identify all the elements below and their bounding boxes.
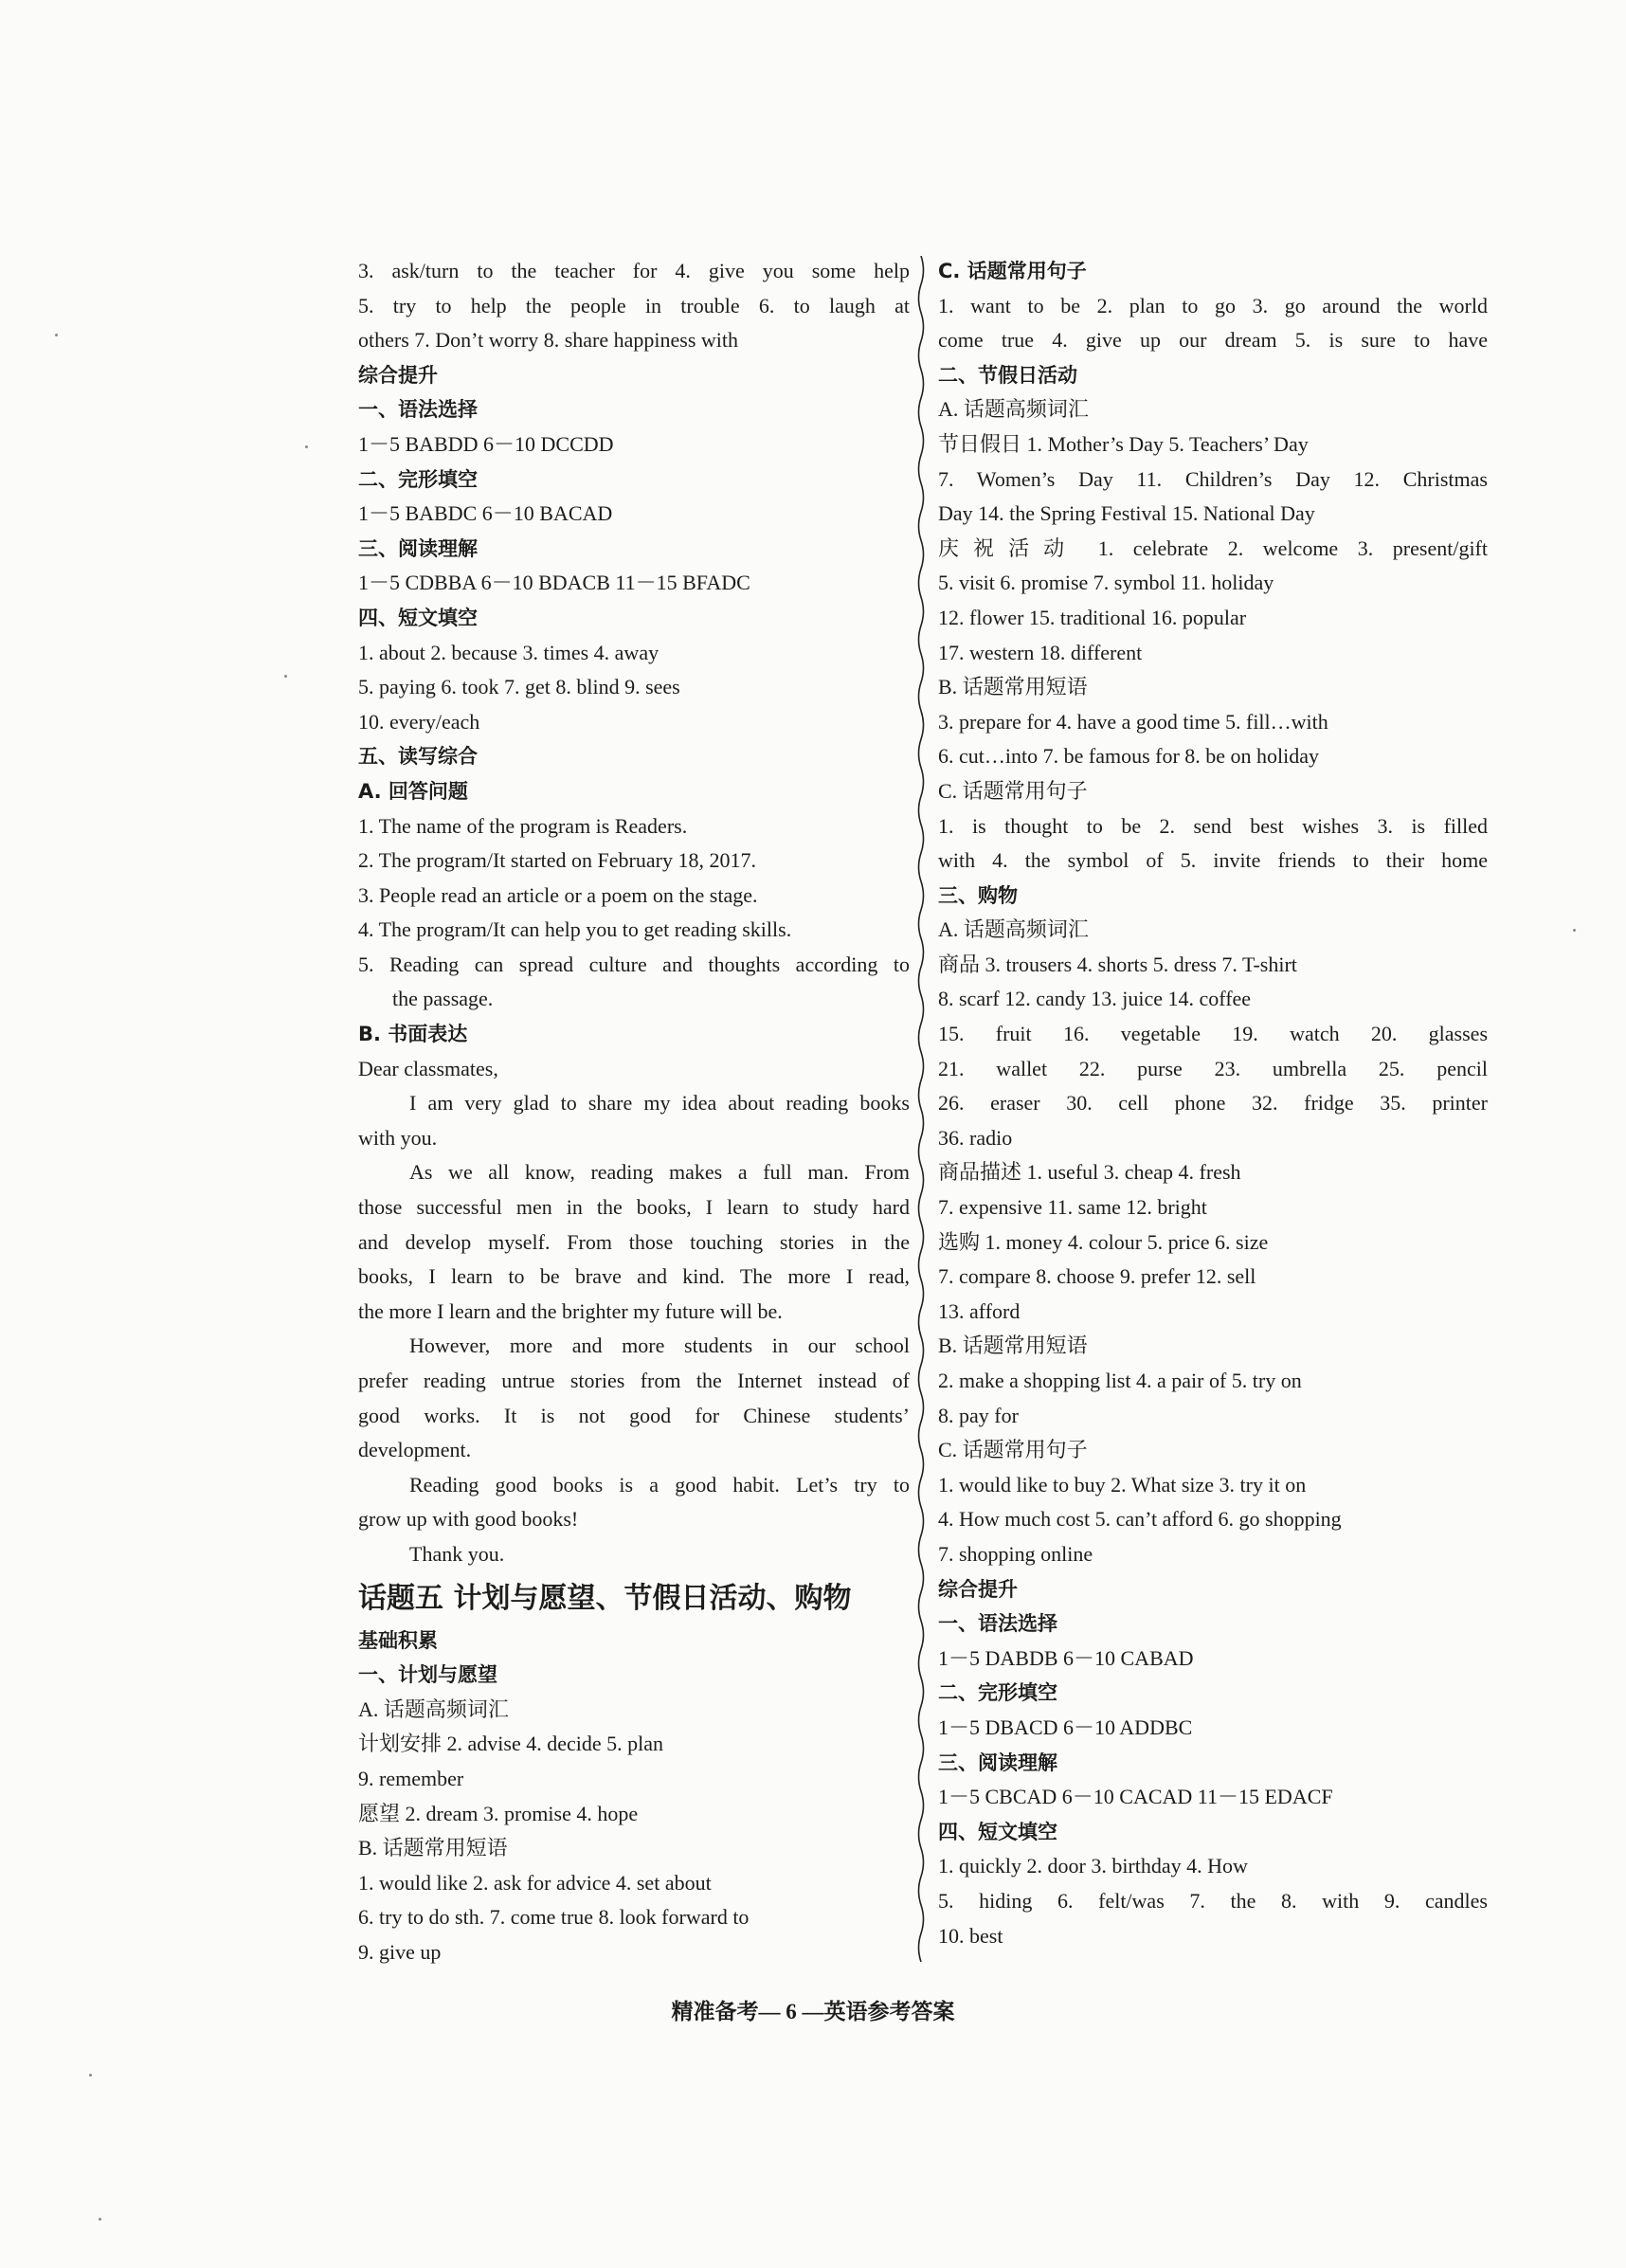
answer-line: 1－5 DBACD 6－10 ADDBC <box>938 1715 1193 1739</box>
section-heading: 基础积累 <box>358 1628 438 1652</box>
column-divider <box>915 256 927 1962</box>
subsection-heading: C. 话题常用句子 <box>938 778 1088 803</box>
letter-line: good works. It is not good for Chinese students’ <box>358 1403 910 1427</box>
scan-speck <box>55 334 58 336</box>
answer-line: 节日假日 1. Mother’s Day 5. Teachers’ Day <box>938 431 1309 456</box>
answer-line: 商品描述 1. useful 3. cheap 4. fresh <box>938 1160 1241 1185</box>
answer-line: 10. every/each <box>358 709 480 734</box>
letter-closing: Thank you. <box>409 1541 505 1566</box>
subsection-heading: C. 话题常用句子 <box>938 1438 1088 1462</box>
answer-line: 17. western 18. different <box>938 640 1143 664</box>
scan-speck <box>1573 929 1576 932</box>
letter-line: prefer reading untrue stories from the Internet instead of <box>358 1369 910 1392</box>
answer-line: 1. The name of the program is Readers. <box>358 813 688 838</box>
answer-line: 3. People read an article or a poem on the stage. <box>358 882 758 907</box>
answer-line: 26. eraser 30. cell phone 32. fridge 35. printer <box>938 1091 1488 1116</box>
section-heading: 四、短文填空 <box>358 606 478 629</box>
letter-greeting: Dear classmates, <box>358 1056 498 1080</box>
answer-line: 36. radio <box>938 1125 1013 1150</box>
answer-line: 5. hiding 6. felt/was 7. the 8. with 9. candles <box>938 1888 1488 1913</box>
answer-line: 1－5 CDBBA 6－10 BDACB 11－15 BFADC <box>358 571 750 595</box>
letter-line: Reading good books is a good habit. Let’s try to <box>409 1472 910 1497</box>
answer-line: 庆祝活动 1. celebrate 2. welcome 3. present/gift <box>938 535 1488 560</box>
left-column <box>358 254 910 1970</box>
subsection-heading: B. 话题常用短语 <box>358 1836 508 1860</box>
subsection-heading: B. 话题常用短语 <box>938 675 1088 699</box>
answer-line: Day 14. the Spring Festival 15. National Day <box>938 501 1315 526</box>
section-heading: 综合提升 <box>358 363 438 387</box>
answer-line: 10. best <box>938 1923 1003 1948</box>
letter-line: development. <box>358 1438 472 1462</box>
answer-line: 5. Reading can spread culture and thoughts according to <box>358 952 910 976</box>
answer-line: 6. cut…into 7. be famous for 8. be on holiday <box>938 744 1320 769</box>
answer-line: 1－5 BABDD 6－10 DCCDD <box>358 431 614 456</box>
letter-line: I am very glad to share my idea about reading books <box>409 1091 910 1116</box>
answer-line: 愿望 2. dream 3. promise 4. hope <box>358 1801 639 1825</box>
answer-line: 1. would like 2. ask for advice 4. set about <box>358 1870 712 1895</box>
answer-line: 6. try to do sth. 7. come true 8. look forward to <box>358 1905 750 1930</box>
scan-speck <box>99 2218 101 2221</box>
answer-line: 8. scarf 12. candy 13. juice 14. coffee <box>938 987 1252 1011</box>
answer-line: with 4. the symbol of 5. invite friends to their home <box>938 848 1488 873</box>
answer-line: 9. remember <box>358 1766 464 1790</box>
section-heading: 三、阅读理解 <box>358 536 478 560</box>
section-heading: 综合提升 <box>938 1577 1018 1601</box>
section-heading: 四、短文填空 <box>938 1820 1057 1843</box>
text-line: others 7. Don’t worry 8. share happiness with <box>358 328 739 353</box>
scan-speck <box>305 445 308 448</box>
right-column <box>938 254 1488 1953</box>
topic-title: 话题五 计划与愿望、节假日活动、购物 <box>358 1581 852 1615</box>
letter-line: those successful men in the books, I learn to study hard <box>358 1195 910 1220</box>
answer-line: 1. about 2. because 3. times 4. away <box>358 640 659 664</box>
letter-line: grow up with good books! <box>358 1507 579 1532</box>
answer-line: 3. prepare for 4. have a good time 5. fill…with <box>938 709 1328 734</box>
subsection-heading: B. 书面表达 <box>358 1023 468 1046</box>
answer-line: 21. wallet 22. purse 23. umbrella 25. pencil <box>938 1056 1488 1080</box>
subsection-heading: A. 话题高频词汇 <box>938 917 1089 942</box>
answer-line: 4. The program/It can help you to get reading skills. <box>358 917 792 942</box>
answer-line: 1－5 BABDC 6－10 BACAD <box>358 501 613 526</box>
section-heading: 三、购物 <box>938 883 1018 907</box>
answer-line: 9. give up <box>358 1939 442 1964</box>
answer-line: come true 4. give up our dream 5. is sure to have <box>938 328 1488 353</box>
subsection-heading: B. 话题常用短语 <box>938 1334 1088 1358</box>
subsection-heading: A. 话题高频词汇 <box>938 397 1089 422</box>
section-heading: 五、读写综合 <box>358 745 478 769</box>
answer-line: 2. make a shopping list 4. a pair of 5. try on <box>938 1369 1302 1392</box>
section-heading: 二、完形填空 <box>358 467 478 491</box>
answer-line: 13. afford <box>938 1298 1021 1323</box>
answer-line: 15. fruit 16. vegetable 19. watch 20. glasses <box>938 1022 1488 1046</box>
page-footer: 精准备考— 6 —英语参考答案 <box>671 2000 955 2023</box>
scan-speck <box>284 675 287 678</box>
section-heading: 一、语法选择 <box>938 1612 1057 1636</box>
text-line: 3. ask/turn to the teacher for 4. give you some help <box>358 259 910 282</box>
answer-line: 4. How much cost 5. can’t afford 6. go shopping <box>938 1507 1342 1532</box>
section-heading: 一、计划与愿望 <box>358 1663 497 1687</box>
letter-line: the more I learn and the brighter my future will be. <box>358 1298 783 1323</box>
section-heading: 二、节假日活动 <box>938 363 1077 387</box>
answer-line: 1. would like to buy 2. What size 3. try it on <box>938 1472 1307 1497</box>
text-line: 5. try to help the people in trouble 6. to laugh at <box>358 293 910 318</box>
letter-line: books, I learn to be brave and kind. The more I read, <box>358 1264 910 1289</box>
answer-line: 选购 1. money 4. colour 5. price 6. size <box>938 1229 1269 1254</box>
section-heading: 二、完形填空 <box>938 1681 1057 1705</box>
subsection-heading: A. 回答问题 <box>358 779 468 803</box>
answer-line: 12. flower 15. traditional 16. popular <box>938 605 1247 629</box>
letter-line: As we all know, reading makes a full man. From <box>409 1160 910 1185</box>
answer-line: 1－5 DABDB 6－10 CABAD <box>938 1645 1194 1670</box>
answer-line: 8. pay for <box>938 1403 1019 1427</box>
answer-line: 1. want to be 2. plan to go 3. go around the world <box>938 293 1488 318</box>
answer-line: 2. The program/It started on February 18, 2017. <box>358 848 756 873</box>
answer-line: 7. expensive 11. same 12. bright <box>938 1195 1207 1220</box>
answer-line: 7. Women’s Day 11. Children’s Day 12. Christmas <box>938 466 1488 491</box>
scan-speck <box>89 2074 92 2077</box>
subsection-heading: A. 话题高频词汇 <box>358 1696 509 1721</box>
answer-line: the passage. <box>392 987 494 1011</box>
answer-line: 计划安排 2. advise 4. decide 5. plan <box>358 1732 663 1756</box>
answer-line: 1－5 CBCAD 6－10 CACAD 11－15 EDACF <box>938 1785 1333 1809</box>
section-heading: 一、语法选择 <box>358 398 478 422</box>
section-heading: 三、阅读理解 <box>938 1751 1057 1774</box>
subsection-heading: C. 话题常用句子 <box>938 260 1087 282</box>
answer-line: 7. compare 8. choose 9. prefer 12. sell <box>938 1264 1256 1289</box>
answer-line: 7. shopping online <box>938 1541 1093 1566</box>
answer-line: 5. visit 6. promise 7. symbol 11. holiday <box>938 571 1274 595</box>
answer-line: 商品 3. trousers 4. shorts 5. dress 7. T-shirt <box>938 952 1297 976</box>
answer-line: 5. paying 6. took 7. get 8. blind 9. sees <box>358 675 680 699</box>
letter-line: with you. <box>358 1125 438 1150</box>
letter-line: However, more and more students in our school <box>409 1334 910 1358</box>
answer-line: 1. is thought to be 2. send best wishes 3. is filled <box>938 813 1488 838</box>
letter-line: and develop myself. From those touching stories in the <box>358 1229 910 1254</box>
answer-line: 1. quickly 2. door 3. birthday 4. How <box>938 1854 1248 1878</box>
